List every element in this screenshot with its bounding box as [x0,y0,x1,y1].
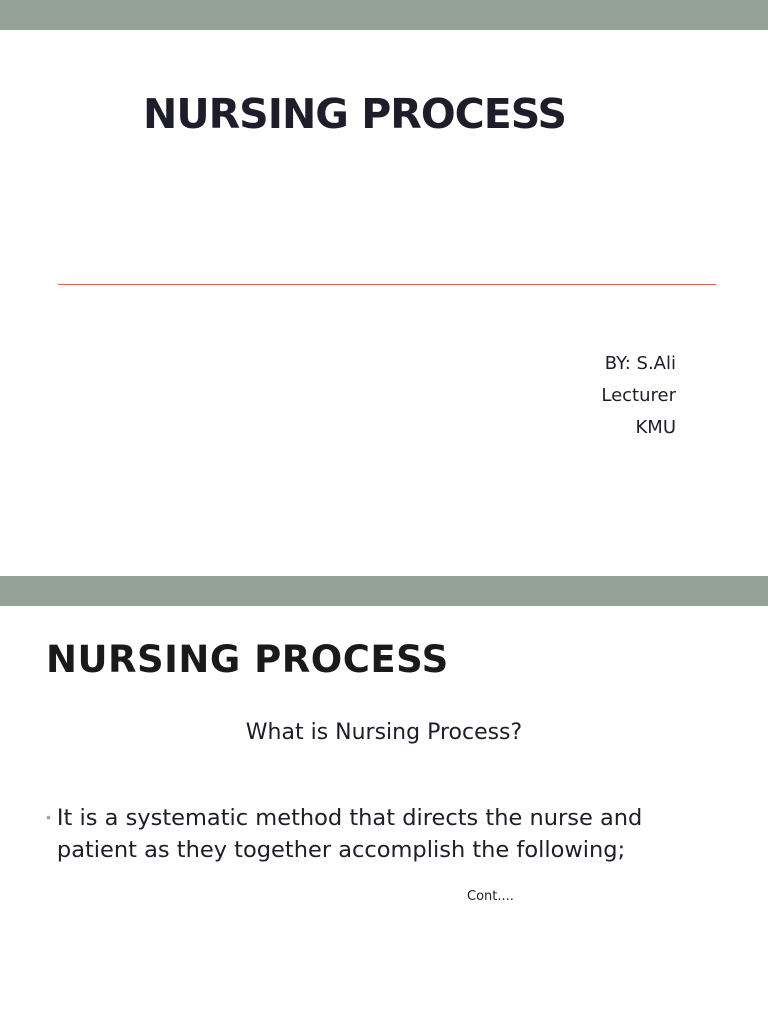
title-divider [58,284,716,285]
bullet-text: It is a systematic method that directs the nurse and patient as they together accomplish the following; [56,805,643,863]
author-byline [601,348,676,444]
continuation-note: Cont.... [467,889,514,904]
slide-title: NURSING PROCESS [143,90,566,138]
bullet-point [46,802,706,866]
content-slide [0,576,768,1024]
author-name: BY: S.Ali [604,353,676,374]
slide-subtitle: What is Nursing Process? [245,720,523,745]
slide-top-bar [0,576,768,606]
author-institution: KMU [635,417,676,438]
slide-heading: NURSING PROCESS [46,638,449,681]
bullet-dot-icon: • [46,809,51,825]
author-role: Lecturer [601,385,676,406]
slide-top-bar [0,0,768,30]
